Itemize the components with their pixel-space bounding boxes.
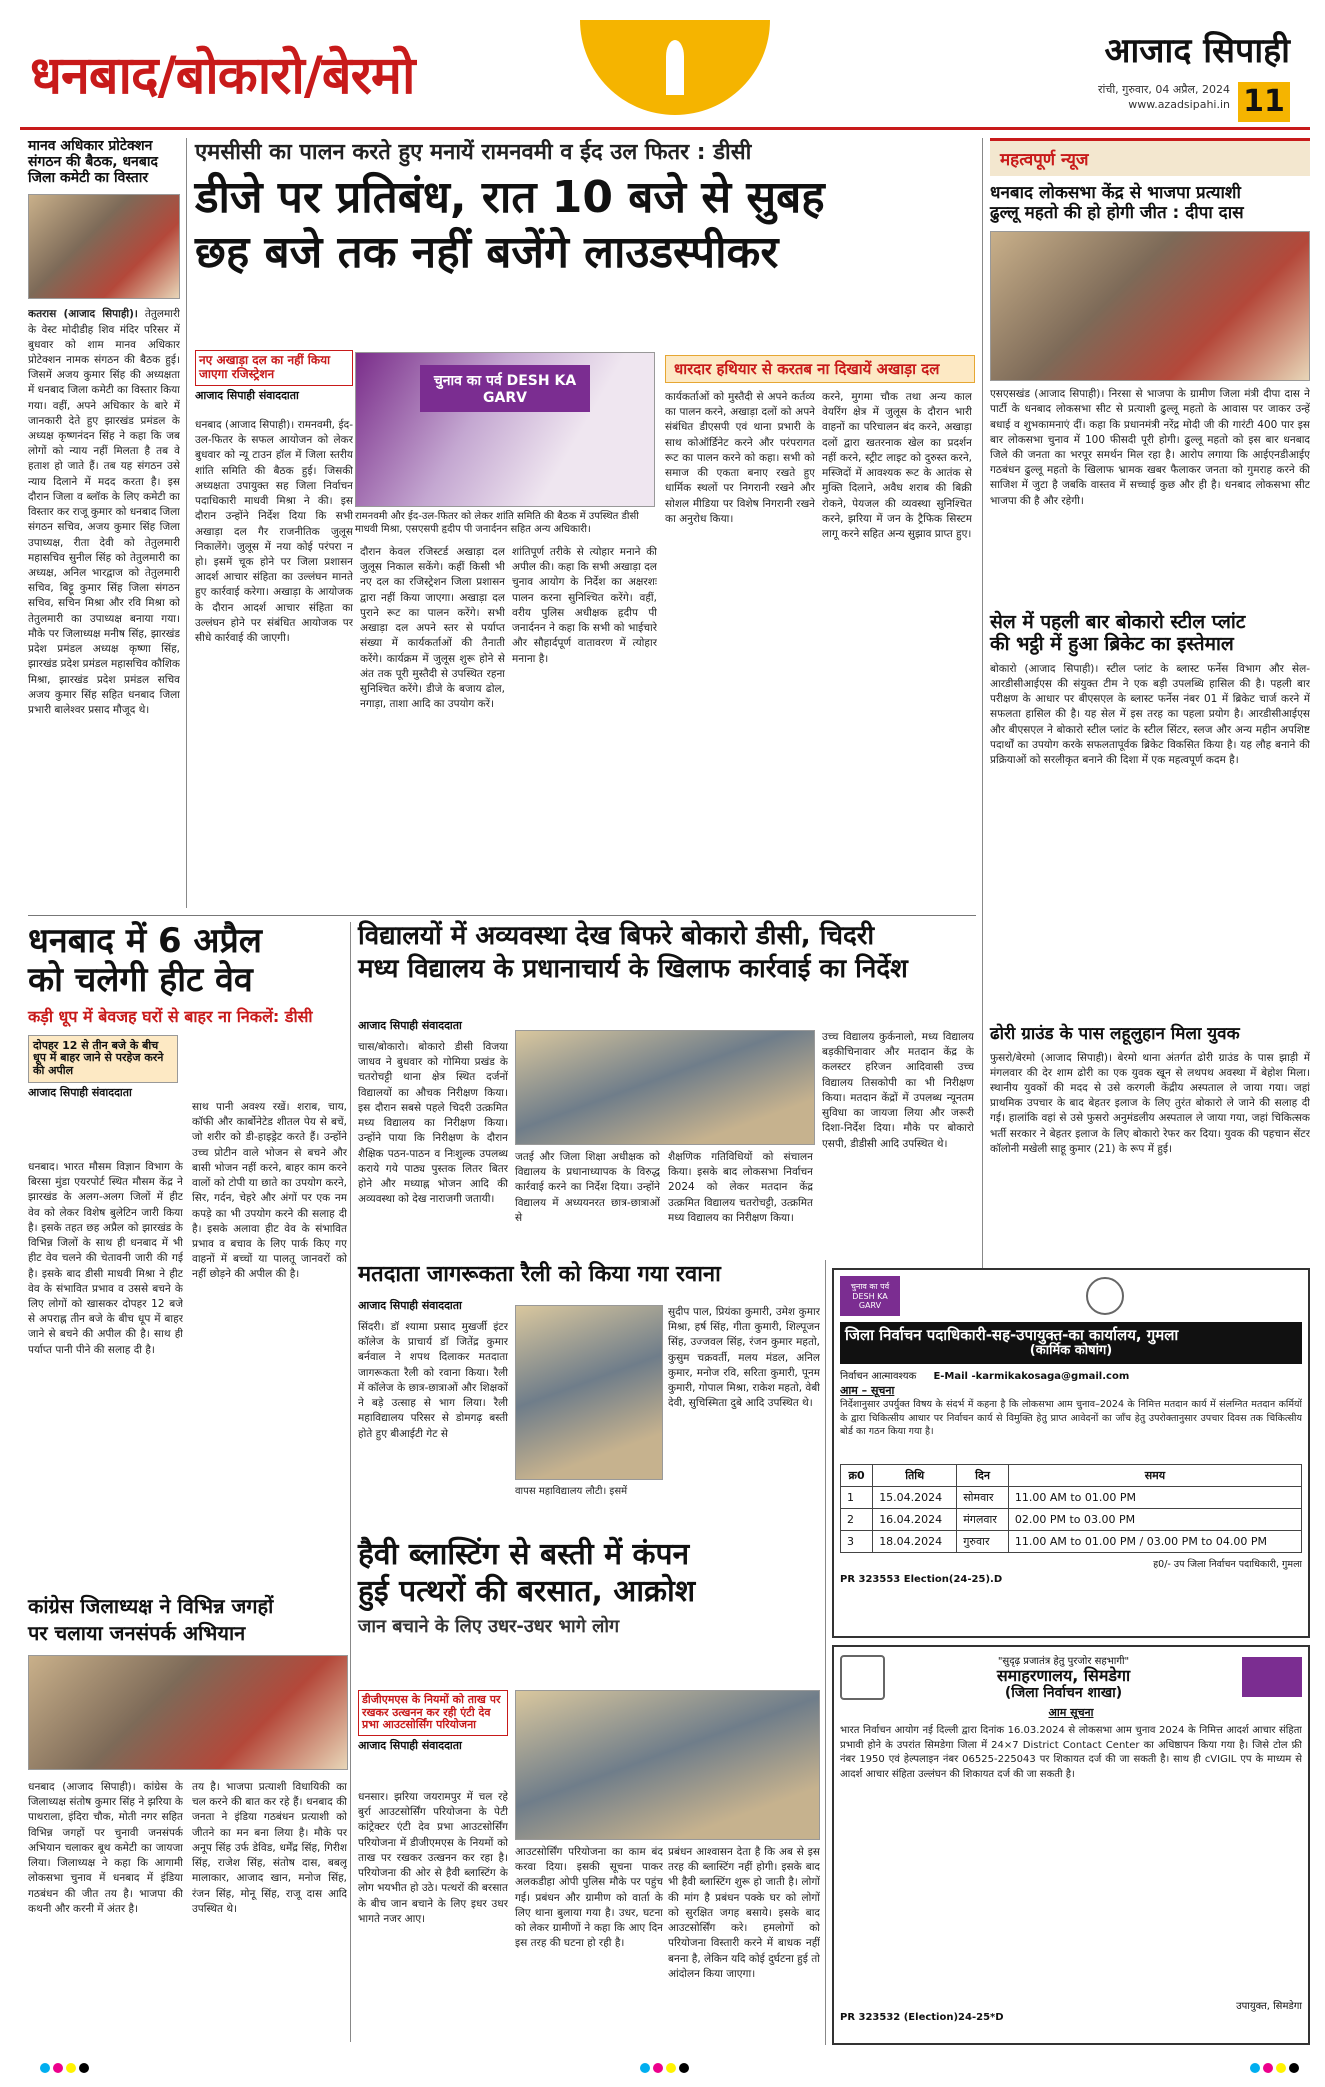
congress-headline-1: कांग्रेस जिलाध्यक्ष ने विभिन्न जगहों [28, 1594, 274, 1618]
table-cell: मंगलवार [957, 1508, 1009, 1530]
rally-col-2: सुदीप पाल, प्रियंका कुमारी, उमेश कुमार मिश्रा, हर्ष सिंह, गीता कुमारी, शिल्पूजन सिंह, उज्जवल सिंह, रंजन कुमार महतो, कुसुम चक्रवर्ती, मलय मंडल, अनिल कुमार, मनोज रवि, सरिता कुमारी, पूनम कुमारी, गोपाल मिश्रा, राकेश महतो, वेबी देवी, सुचिस्मिता दुबे आदि उपस्थित थे। [668, 1306, 820, 1410]
blasting-col-3: आउटसोर्सिंग परियोजना का काम बंद करवा दिया। इसकी सूचना पाकर अलकडीहा ओपी पुलिस मौके पर पहुंच गई। प्रबंधन और ग्रामीण को वार्ता के लिए थाना बुलाया गया है। उधर, घटना को लेकर ग्रामीणों ने कहा कि आए दिन इस तरह की घटना हो रही है। [515, 1846, 663, 1950]
heatwave-headline-1: धनबाद में 6 अप्रैल [28, 921, 262, 961]
blasting-deck: जान बचाने के लिए उधर-उधर भागे लोग [358, 1616, 620, 1637]
important-photo [990, 231, 1310, 381]
congress-headline-2: पर चलाया जनसंपर्क अभियान [28, 1621, 246, 1645]
congress-body: धनबाद (आजाद सिपाही)। कांग्रेस के जिलाध्यक्ष संतोष कुमार सिंह ने झरिया के पाथराला, इंदिरा चौक, मोती नगर सहित विभिन्न जगहों पर चुनावी जनसंपर्क अभियान चलाकर बूथ कमेटी का जायजा लिया। जिलाध्यक्ष ने कहा कि आगामी लोकसभा चुनाव में धनबाद में इंडिया गठबंधन की जीत तय है। भाजपा की कथनी और करनी में अंतर है। [28, 1781, 183, 1915]
blasting-body: धनसार। झरिया जयरामपुर में चल रहे बुर्रा आउटसोर्सिंग परियोजना के पेटी कांट्रेक्टर एंटी देव प्रभा आउटसोर्सिंग परियोजना में डीजीएमएस के नियमों को ताख पर रखकर उत्खनन कर रहा है। परियोजना की ओर से हैवी ब्लास्टिंग के लोग भयभीत हो उठे। पत्थरों की बरसात के बीच जान बचाने के लिए इधर उधर भागते नजर आए। [358, 1791, 508, 1925]
issue-date: रांची, गुरुवार, 04 अप्रैल, 2024 [1097, 83, 1230, 96]
school-body: चास/बोकारो। बोकारो डीसी विजया जाधव ने बुधवार को गोमिया प्रखंड के चतरोचट्टी थाना क्षेत्र स्थित दर्जनों विद्यालयों का औचक निरीक्षण किया। इस दौरान सबसे पहले चिदरी उत्क्रमित मध्य विद्यालय का निरीक्षण किया। उन्होंने पाया कि निरीक्षण के दौरान शैक्षिक पठन-पाठन व निःशुल्क उपलब्ध कराये गये पाठ्य पुस्तक लितर बितर होने और मध्याह्न भोजन आदि की अव्यवस्था को देख नाराजगी जतायी। [358, 1041, 508, 1206]
ballot-icon [840, 1655, 885, 1700]
story-blasting [358, 1538, 823, 1638]
story-important [990, 138, 1310, 582]
steel-body: बोकारो (आजाद सिपाही)। स्टील प्लांट के ब्लास्ट फर्नेस विभाग और सेल-आरडीसीआईएस की संयुक्त टीम ने एक बड़ी उपलब्धि हासिल की है। पहली बार परीक्षण के आधार पर बीएसएल के ब्लास्ट फर्नेस नंबर 01 में ब्रिकेट चार्ज करने में सफलता हासिल की है। यह सेल में इस तरह का पहला प्रयोग है। आरडीसीआईएस और बीएसएल ने बोकारो स्टील प्लांट के स्टील सिंटर, स्लज और अन्य महीन अपशिष्ट पदार्थों का उपयोग करके सफलतापूर्वक ब्रिकेट विकसित किया है। यह लौह बनाने की प्रक्रियाओं को सरलीकृत बनाने की दिशा में एक महत्वपूर्ण कदम है। [990, 662, 1310, 766]
important-label: महत्वपूर्ण न्यूज [990, 138, 1310, 176]
masthead [20, 20, 1310, 130]
lead-side-kicker [195, 350, 353, 402]
story-body: कतरास (आजाद सिपाही)। तेतुलमारी के वेस्ट मोदीडीह शिव मंदिर परिसर में बुधवार को शाम मानव अधिकार प्रोटेक्शन नामक संगठन की बैठक हुई। जिसमें अजय कुमार सिंह की अध्यक्षता में धनबाद जिला कमेटी का विस्तार किया गया। वहीं, अपने अधिकार के बारे में जानकारी देते हुए झारखंड प्रमंडल के अध्यक्ष कृष्णनंदन सिंह ने कहा कि जब लोगों को न्याय नहीं मिलता है तब वे हताश हो जाते हैं। तब यह संगठन उसे न्याय दिलाने में मदद करता है। इस दौरान जिला व ब्लॉक के लिए कमेटी का विस्तार कर राजू कुमार को धनबाद जिला संगठन सचिव, अजय कुमार सिंह जिला उपाध्यक्ष, रीता देवी को तेतुलमारी महासचिव सुनील सिंह को तेतुलमारी का अध्यक्ष, अनिल भारद्वाज को तेतुलमारी सचिव, बिट्टू कुमार सिंह जिला संगठन सचिव, सचिन मिश्रा और रवि मिश्रा को तेतुलमारी का उपाध्यक्ष बनाया गया। मौके पर जिलाध्यक्ष मनीष सिंह, झारखंड प्रदेश प्रमंडल अध्यक्ष कृष्णा सिंह, झारखंड प्रदेश प्रमंडल महासचिव कौशिक मिश्रा, झारखंड प्रदेश प्रमंडल सचिव अजय कुमार सिंह सहित धनबाद जिला प्रभारी बालेश्वर प्रसाद मौजूद थे। [28, 308, 180, 716]
story-youth [990, 1025, 1310, 1261]
table-header-cell: समय [1008, 1464, 1301, 1486]
notice-sign: ह0/- उप जिला निर्वाचन पदाधिकारी, गुमला [1153, 1558, 1302, 1570]
notice-pr: PR 323532 (Election)24-25*D [840, 2012, 1004, 2024]
notice-email[interactable]: E-Mail -karmikakosaga@gmail.com [933, 1371, 1130, 1383]
notice-email-label: निर्वाचन आत्मावश्यक [840, 1371, 917, 1383]
table-cell: 16.04.2024 [873, 1508, 957, 1530]
blasting-byline: आजाद सिपाही संवाददाता [358, 1738, 462, 1752]
rally-byline: आजाद सिपाही संवाददाता [358, 1299, 462, 1312]
lead-col-3: शांतिपूर्ण तरीके से त्योहार मनाने की अपील की। कहा कि सभी अखाड़ा दल चुनाव आयोग के निर्देश का अक्षरशः पालन करना सुनिश्चित करेंगे। वहीं, वरीय पुलिस अधीक्षक हृदीप पी जनार्दनन ने कहा कि सभी को भाईचारे और सौहार्दपूर्ण वातावरण में त्योहार मनाना है। [512, 546, 657, 665]
lead-story [195, 140, 975, 278]
youth-headline: ढोरी ग्राउंड के पास लहूलुहान मिला युवक [990, 1024, 1240, 1044]
school-byline-wrap [358, 1020, 508, 1033]
table-cell: 2 [841, 1508, 873, 1530]
story-steel [990, 612, 1310, 1007]
masthead-divider [20, 127, 1310, 130]
blasting-box-wrap [358, 1690, 508, 1753]
table-header-cell: तिथि [873, 1464, 957, 1486]
table-cell: 3 [841, 1530, 873, 1552]
lead-col-5: करने, मुगमा चौक तथा अन्य काल वेयरिंग क्षेत्र में जुलूस के दौरान भारी वाहनों का परिचालन बंद करने, अखाड़ा दलों द्वारा खतरनाक खेल का प्रदर्शन नहीं करने, स्ट्रीट लाइट को दुरुस्त करने, मस्जिदों में आवश्यक रूट के आतंक से मुक्ति दिलाने, अवैध शराब की बिक्री रोकने, पेयजल की व्यवस्था सुनिश्चित करने, झरिया में जन के ट्रैफिक सिस्टम लागू करने सहित अन्य सुझाव प्राप्त हुए। [822, 391, 972, 540]
blasting-headline-2: हुई पत्थरों की बरसात, आक्रोश [358, 1573, 696, 1609]
important-headline-1: धनबाद लोकसभा केंद्र से भाजपा प्रत्याशी [990, 183, 1241, 203]
column-divider [825, 1260, 826, 2045]
table-cell: 18.04.2024 [873, 1530, 957, 1552]
story-congress [28, 1595, 348, 1770]
table-cell: 15.04.2024 [873, 1486, 957, 1508]
peace-meeting-photo [355, 352, 655, 507]
story-headline: मानव अधिकार प्रोटेक्शन संगठन की बैठक, धनबाद जिला कमेटी का विस्तार [28, 138, 158, 187]
heatwave-col-1: धनबाद। भारत मौसम विज्ञान विभाग के बिरसा मुंडा एयरपोर्ट स्थित मौसम केंद्र ने झारखंड के अलग-अलग जिलों में हीट वेव को लेकर विशेष बुलेटिन जारी किया है। इसके तहत छह अप्रैल को झारखंड के विभिन्न जिलों के साथ ही धनबाद में भी हीट वेव चलने की चेतावनी जारी की गई है। इसके बाद डीसी माधवी मिश्रा ने हीट वेव के संभावित प्रभाव व उससे बचने के लिए लोगों को खासकर दोपहर 12 बजे से अपराह्न तीन बजे के बीच धूप में बाहर जाने से बचने की अपील की है। साथ ही पर्याप्त पानी पीने की सलाह दी है। [28, 1161, 183, 1356]
column-divider [186, 138, 187, 908]
notice-sign: उपायुक्त, सिमडेगा [1236, 2001, 1302, 2013]
congress-photo [28, 1655, 348, 1770]
notice-simdega [832, 1645, 1310, 2045]
lead-headline-2: छह बजे तक नहीं बजेंगे लाउडस्पीकर [195, 226, 779, 278]
congress-col-2: तय है। भाजपा प्रत्याशी विधायिकी का चल करने की बात कर रहे हैं। धनबाद की जनता ने इंडिया गठबंधन प्रत्याशी को जीतने का मन बना लिया है। मौके पर अनूप सिंह उर्फ डेविड, धर्मेंद्र सिंह, गिरीश सिंह, राजेश सिंह, संतोष दास, बबलू मालाकार, आजाद खान, मनोज सिंह, रंजन सिंह, मोनू सिंह, राजू दास आदि उपस्थित थे। [192, 1781, 347, 1915]
rally-headline: मतदाता जागरूकता रैली को किया गया रवाना [358, 1262, 721, 1287]
lead-col-2: दौरान केवल रजिस्टर्ड अखाड़ा दल जुलूस निकाल सकेंगे। कहीं किसी भी नए दल का रजिस्ट्रेशन जिला प्रशासन द्वारा नहीं किया जाएगा। अखाड़ा दल पुराने रूट का पालन करेंगे। सभी अखाड़ा दल अपने स्तर से पर्याप्त संख्या में कार्यकर्ताओं की तैनाती करेंगे। कार्यक्रम में जुलूस शुरू होने से अंत तक पूरी मुस्तैदी से उपस्थित रहना सुनिश्चित करेंगे। डीजे के बजाय ढोल, नगाड़ा, ताशा आदि का उपयोग करें। [360, 546, 505, 711]
table-cell: 11.00 AM to 01.00 PM [1008, 1486, 1301, 1508]
lead-band [665, 355, 975, 383]
heatwave-deck: कड़ी धूप में बेवजह घरों से बाहर ना निकलें: डीसी [28, 1007, 313, 1027]
notice-pr: PR 323553 Election(24-25).D [840, 1573, 1003, 1585]
heatwave-headline-2: को चलेगी हीट वेव [28, 960, 253, 1001]
notice-body: भारत निर्वाचन आयोग नई दिल्ली द्वारा दिनांक 16.03.2024 से लोकसभा आम चुनाव 2024 के निमित्त आदर्श आचार संहिता प्रभावी होने के उपरांत सिमडेगा जिला में 24×7 District Contact Center का अधिष्ठापन किया गया है। जिसे टोल फ्री नंबर 1950 एवं हेल्पलाइन नंबर 06525-225043 पर शिकायत दर्ज की जा सकती है। साथ ही cVIGIL एप के माध्यम से आदर्श आचार संहिता उल्लंघन की शिकायत दर्ज की जा सकती है। [840, 1725, 1302, 1780]
registration-marks [1250, 2058, 1302, 2072]
notice-banner: "सुदृढ़ प्रजातंत्र हेतु पुरजोर सहभागी" [997, 1656, 1130, 1667]
notice-title: समाहरणालय, सिमडेगा [996, 1666, 1131, 1685]
rally-caption: वापस महाविद्यालय लौटी। इसमें [515, 1486, 628, 1497]
notice-title: जिला निर्वाचन पदाधिकारी-सह-उपायुक्त-का कार्यालय, गुमला [845, 1326, 1179, 1344]
steel-headline-2: की भट्ठी में हुआ ब्रिकेट का इस्तेमाल [990, 632, 1234, 655]
rally-byline-wrap [358, 1300, 508, 1313]
column-divider [982, 138, 983, 1268]
page-number: 11 [1238, 82, 1290, 122]
story-school [358, 922, 978, 985]
lead-col-4: कार्यकर्ताओं को मुस्तैदी से अपने कर्तव्य का पालन करने, अखाड़ा दलों को अपने संबंधित डीएसपी एवं थाना प्रभारी के साथ कोऑर्डिनेट करने और परंपरागत रूट का पालन करने को कहा। सभी को समाज की एकता बनाए रखते हुए धार्मिक स्थलों पर निगरानी रखने और सोशल मीडिया पर विशेष निगरानी रखने का अनुरोध किया। [665, 391, 815, 525]
notice-subtitle: (कार्मिक कोषांग) [1029, 1343, 1113, 1359]
school-headline-1: विद्यालयों में अव्यवस्था देख बिफरे बोकारो डीसी, चिदरी [358, 921, 875, 951]
newspaper-logo: आजाद सिपाही [1104, 31, 1290, 71]
lead-col-1: धनबाद (आजाद सिपाही)। रामनवमी, ईद-उल-फितर के सफल आयोजन को लेकर बुधवार को न्यू टाउन हॉल में जिला स्तरीय शांति समिति की बैठक हुई। जिसकी अध्यक्षता उपायुक्त सह जिला निर्वाचन पदाधिकारी माधवी मिश्रा ने की। इस दौरान उन्होंने निर्देश दिया कि सभी अखाड़ा दल गैर राजनीतिक जुलूस निकालेंगे। जुलूस में नया कोई परंपरा न हो। इसमें चूक होने पर जिला प्रशासन आदर्श आचार संहिता का उल्लंघन मानते हुए कार्रवाई करेगा। अखाड़ा के आयोजक के दौरान आदर्श आचार संहिता का उल्लंघन होने पर संबंधित आयोजक पर सीधे कार्रवाई की जाएगी। [195, 419, 353, 645]
table-cell: 02.00 PM to 03.00 PM [1008, 1508, 1301, 1530]
election-logo: चुनाव का पर्व DESH KA GARV [840, 1276, 900, 1316]
pen-nib-icon [580, 20, 770, 115]
heatwave-box: दोपहर 12 से तीन बजे के बीच धूप में बाहर जाने से परहेज करने की अपील [28, 1035, 178, 1083]
registration-marks [40, 2058, 92, 2072]
important-headline-2: ढुल्लू महतो की हो होगी जीत : दीपा दास [990, 202, 1244, 223]
school-col-4: उच्च विद्यालय कुर्कनालो, मध्य विद्यालय बड़कीचिनावार और मतदान केंद्र के कलस्टर हरिजन आदिवासी उच्च विद्यालय तिसकोपी का भी निरीक्षण किया। मतदान केंद्रों में उपलब्ध न्यूनतम सुविधा का जायजा लिया और जरूरी दिशा-निर्देश दिया। मौके पर बोकारो एसपी, डीडीसी आदि उपस्थित थे। [822, 1031, 974, 1150]
table-row [841, 1530, 1302, 1552]
school-col-3: शैक्षणिक गतिविधियों को संचालन किया। इसके बाद लोकसभा निर्वाचन 2024 को लेकर मतदान केंद्र उत्क्रमित विद्यालय चतरोचट्टी, उत्क्रमित मध्य विद्यालय का निरीक्षण किया। [668, 1151, 813, 1224]
school-byline: आजाद सिपाही संवाददाता [358, 1019, 462, 1032]
notice-subject: आम – सूचना [840, 1384, 895, 1398]
lead-headline-1: डीजे पर प्रतिबंध, रात 10 बजे से सुबह [195, 172, 825, 224]
rally-body: सिंदरी। डॉ श्यामा प्रसाद मुखर्जी इंटर कॉलेज के प्राचार्य डॉ जितेंद्र कुमार बर्नवाल ने शपथ दिलाकर मतदाता जागरूकता रैली को रवाना किया। रैली में कॉलेज के छात्र-छात्राओं और शिक्षकों ने बड़े उत्साह से भाग लिया। रैली महाविद्यालय परिसर से डोमगढ़ बस्ती होते हुए बीआईटी गेट से [358, 1321, 508, 1440]
notice-body: निर्देशानुसार उपर्युक्त विषय के संदर्भ में कहना है कि लोकसभा आम चुनाव–2024 के निमित्त मतदान कार्य में संलग्नित मतदान कर्मियों के द्वारा चिकित्सीय आधार पर निर्वाचन कार्य से विमुक्ति हेतु प्राप्त आवेदनों का जाँच हेतु उपरोक्तानुसार उपचार दिवस तक चिकित्सीय बोर्ड का गठन किया गया है। [840, 1398, 1302, 1438]
notice-gumla [832, 1268, 1310, 1638]
section-divider [28, 915, 976, 916]
heatwave-col-2: साथ पानी अवश्य रखें। शराब, चाय, कॉफी और कार्बोनेटेड शीतल पेय से बचें, जो शरीर को डी-हाइड्रेट करते हैं। उन्होंने उच्च प्रोटीन वाले भोजन से बचने और बासी भोजन नहीं करने, बाहर काम करने वालों को टोपी या छाते का उपयोग करने, सिर, गर्दन, चेहरे और अंगों पर एक नम कपड़े का भी उपयोग करने की सलाह दी है। इसके अलावा हीट वेव के संभावित प्रभाव व बचाव के लिए पार्क किए गए वाहनों में बच्चों या पालतू जानवरों को नहीं छोड़ने की अपील की है। [192, 1101, 347, 1281]
website-link[interactable]: www.azadsipahi.in [1128, 98, 1230, 111]
table-header-row [841, 1464, 1302, 1486]
table-cell: सोमवार [957, 1486, 1009, 1508]
rally-photo [515, 1305, 663, 1480]
notice-subtitle: (जिला निर्वाचन शाखा) [1004, 1685, 1123, 1702]
table-header-cell: दिन [957, 1464, 1009, 1486]
important-body: एसएसखंड (आजाद सिपाही)। निरसा से भाजपा के ग्रामीण जिला मंत्री दीपा दास ने पार्टी के धनबाद लोकसभा सीट से प्रत्याशी ढुल्लू महतो के आवास पर जाकर उन्हें बधाई व शुभकामनाएं दीं। कहा कि प्रधानमंत्री नरेंद्र मोदी जी की गारंटी 400 पार इस बार लोकसभा चुनाव में 100 फीसदी पूरी होगी। ढुल्लू महतो को इस बार धनबाद जिले की जनता का भरपूर समर्थन मिल रहा है। आरोप लगाया कि आईएनडीआईए गठबंधन ढुल्लू महतो के खिलाफ भ्रामक खबर फैलाकर जनता को गुमराह करने की साजिश में जुटा है जबकि वास्तव में सच्चाई कुछ और ही है। धनबाद लोकसभा सीट भाजपा की है और रहेगी। [990, 388, 1310, 507]
table-cell: 11.00 AM to 01.00 PM / 03.00 PM to 04.00 PM [1008, 1530, 1301, 1552]
table-cell: गुरुवार [957, 1530, 1009, 1552]
photo-caption: रामनवमी और ईद-उल-फितर को लेकर शांति समिति की बैठक में उपस्थित डीसी माधवी मिश्रा, एसएसपी हृदीप पी जनार्दनन सहित अन्य अधिकारी। [355, 511, 639, 535]
notice-subject: आम सूचना [1048, 1706, 1094, 1720]
column-divider [350, 922, 351, 2042]
schedule-table [840, 1464, 1302, 1553]
table-header-cell: क्र0 [841, 1464, 873, 1486]
section-title: धनबाद/बोकारो/बेरमो [30, 46, 415, 106]
table-cell: 1 [841, 1486, 873, 1508]
side-kicker: नए अखाड़ा दल का नहीं किया जाएगा रजिस्ट्रेशन [195, 350, 353, 386]
school-headline-2: मध्य विद्यालय के प्रधानाचार्य के खिलाफ कार्रवाई का निर्देश [358, 953, 908, 984]
story-rally [358, 1262, 818, 1287]
steel-headline-1: सेल में पहली बार बोकारो स्टील प्लांट [990, 611, 1246, 633]
blasting-photo [515, 1690, 820, 1840]
election-logo [1242, 1657, 1302, 1697]
election-banner: चुनाव का पर्व DESH KA GARV [420, 365, 590, 412]
table-row [841, 1508, 1302, 1530]
blasting-box: डीजीएमएस के नियमों को ताख पर रखकर उत्खनन कर रही एंटी देव प्रभा आउटसोर्सिंग परियोजना [358, 1690, 508, 1736]
table-row [841, 1486, 1302, 1508]
blasting-col-4: प्रबंधन आश्वासन देता है कि अब से इस तरह की ब्लास्टिंग नहीं होगी। इसके बाद भी हैवी ब्लास्टिंग शुरू हो जाती है। लोगों की मांग है प्रबंधन पक्के घर को लोगों को सुरक्षित जगह बसाये। इसके बाद आउटसोर्सिंग करे। हमलोगों को परियोजना विस्तारी करने में बाधक नहीं बनना है, लेकिन यदि कोई दुर्घटना हुई तो आंदोलन किया जाएगा। [668, 1846, 820, 1980]
side-byline: आजाद सिपाही संवाददाता [195, 388, 299, 402]
youth-body: फुसरो/बेरमो (आजाद सिपाही)। बेरमो थाना अंतर्गत ढोरी ग्राउंड के पास झाड़ी में मंगलवार की देर शाम ढोरी का एक युवक खून से लथपथ अवस्था में बेहोश मिला। स्थानीय युवकों की मदद से उसे करगली केंद्रीय अस्पताल ले जाया गया। जहां प्राथमिक उपचार के बाद बेहतर इलाज के लिए तुरंत बोकारो ले जाने की सलाह दी गई। हालांकि वहां से उसे फुसरो अनुमंडलीय अस्पताल ले जाया गया, जहां चिकित्सक भर्ती सरकार ने बेहतर इलाज के लिए बोकारो रेफर कर दिया। युवक की पहचान सेंटर कॉलोनी मखेली साहू कुमार (21) के रूप में हुई। [990, 1051, 1310, 1155]
heatwave-byline: आजाद सिपाही संवाददाता [28, 1085, 132, 1099]
story-photo [28, 194, 180, 299]
registration-marks [640, 2058, 692, 2072]
lead-kicker: एमसीसी का पालन करते हुए मनायें रामनवमी व ईद उल फितर : डीसी [195, 140, 752, 165]
emblem-icon [1086, 1277, 1124, 1315]
story-heatwave [28, 922, 348, 1099]
blasting-headline-1: हैवी ब्लास्टिंग से बस्ती में कंपन [358, 1537, 690, 1572]
school-photo [515, 1030, 815, 1145]
lead-band-text: धारदार हथियार से करतब ना दिखायें अखाड़ा दल [665, 355, 975, 383]
story-rights-org [28, 138, 180, 947]
school-caption: जतई और जिला शिक्षा अधीक्षक को विद्यालय के प्रधानाध्यापक के विरुद्ध कार्रवाई करने का निर्देश दिया। उन्होंने विद्यालय में अध्ययनरत छात्र-छात्राओं से [515, 1151, 660, 1224]
